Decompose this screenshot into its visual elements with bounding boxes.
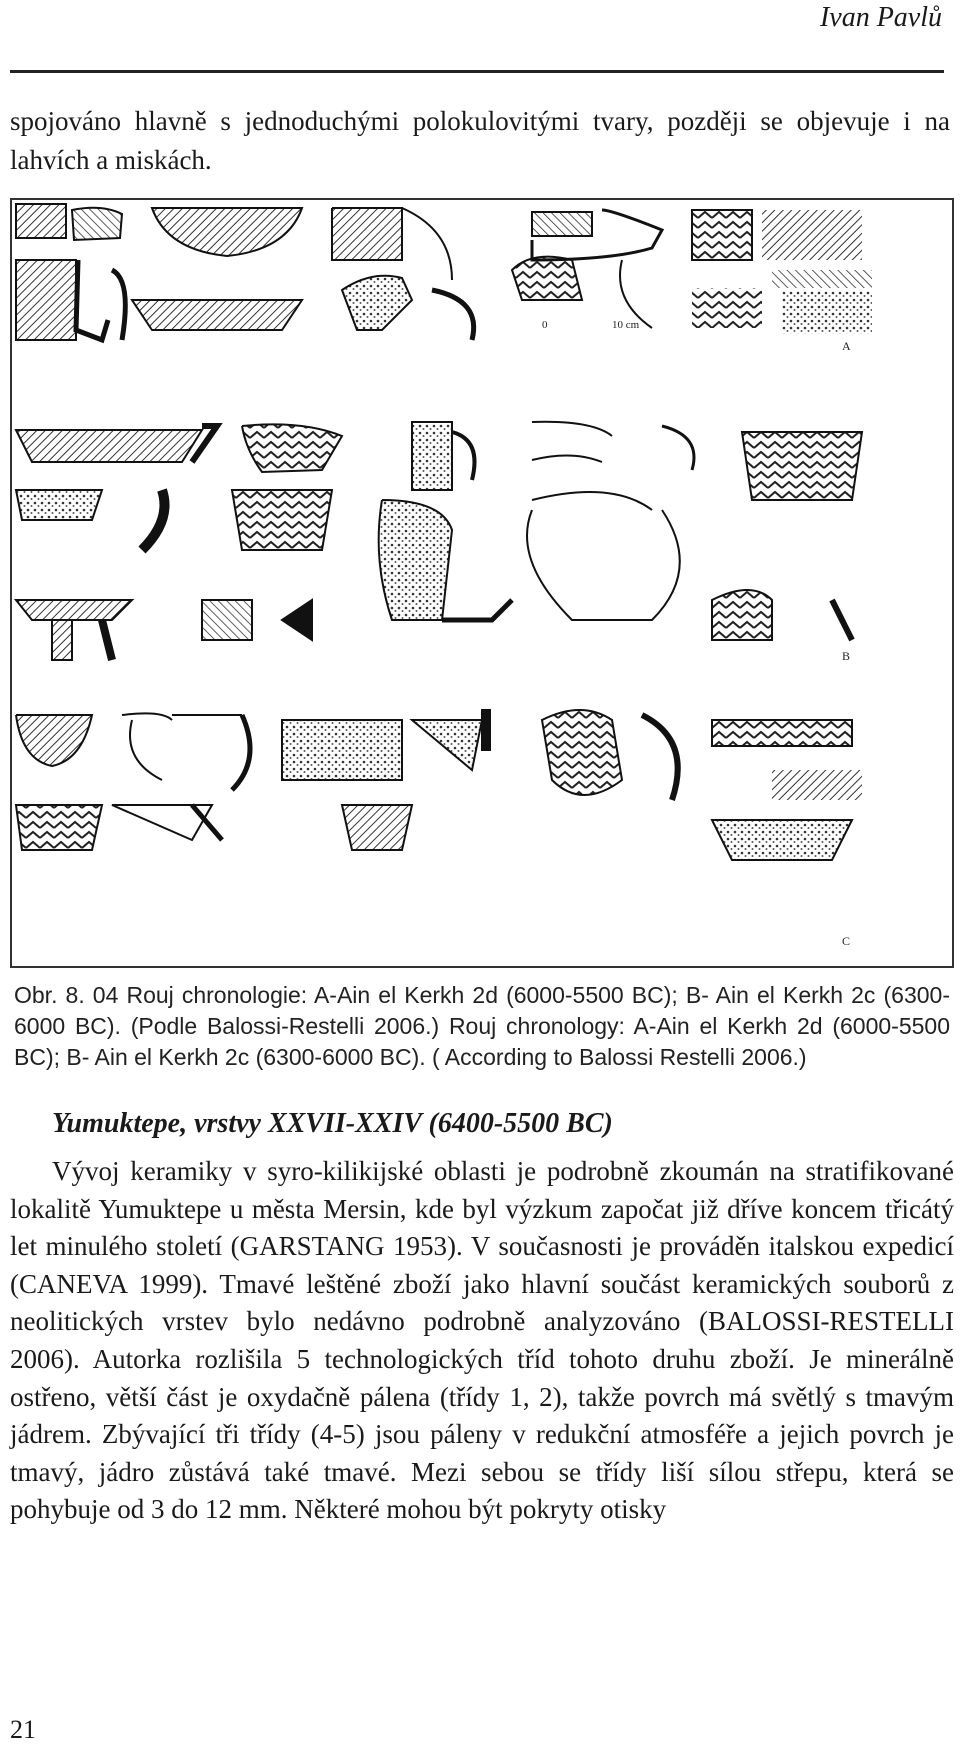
scale-label-cm: 10 cm — [612, 319, 640, 331]
panel-c-drawings — [16, 710, 862, 948]
figure-caption: Obr. 8. 04 Rouj chronologie: A-Ain el Kerkh 2d (6000-5500 BC); B- Ain el Kerkh 2c (6300-6000 BC). (Podle Balossi-Restelli 2006.) Rouj chronology: A-Ain el Kerkh 2d (6000-5500 BC); B- Ain el Kerkh 2c (6300-6000 BC). ( According to Balossi Restelli 2006.) — [14, 982, 950, 1070]
section-heading: Yumuktepe, vrstvy XXVII-XXIV (6400-5500 BC) — [52, 1108, 613, 1139]
body-paragraph: Vývoj keramiky v syro-kilikijské oblasti je podrobně zkoumán na stratifikované lokalitě Yumuktepe u města Mersin, kde byl výzkum započat již dříve koncem třicátý let minulého století (GARSTANG 1953). V současnosti je prováděn italskou expedicí (CANEVA 1999). Tmavé leštěné zboží jako hlavní součást keramických souborů z neolitických vrstev bylo nedávno podrobně analyzováno (BALOSSI-RESTELLI 2006). Autorka rozlišila 5 technologických tříd tohoto druhu zboží. Je minerálně ostřeno, větší část je oxydačně pálena (třídy 1, 2), takže povrch má světlý s tmavým jádrem. Zbývající tři třídy (4-5) jsou páleny v redukční atmosféře a jejich povrch je tmavý, jádro zůstává také tmavé. Mezi sebou se třídy liší sílou střepu, která se pohybuje od 3 do 12 mm. Některé mohou být pokryty otisky — [10, 1156, 954, 1525]
panel-b-drawings — [16, 422, 862, 663]
page-number: 21 — [10, 1715, 36, 1744]
scale-label-zero: 0 — [542, 319, 548, 331]
panel-a-drawings — [16, 204, 872, 353]
running-head-author: Ivan Pavlů — [819, 2, 942, 33]
panel-label-c: C — [842, 934, 851, 948]
panel-label-b: B — [842, 649, 851, 663]
panel-label-a: A — [842, 339, 851, 353]
lead-paragraph: spojováno hlavně s jednoduchými polokulovitými tvary, později se objevuje i na lahvích a miskách. — [10, 106, 950, 175]
pottery-drawing-plate — [12, 200, 952, 966]
header-rule — [10, 70, 944, 73]
body-text — [10, 1153, 954, 1529]
figure-pottery-drawings — [10, 198, 954, 968]
page-header — [0, 0, 948, 74]
